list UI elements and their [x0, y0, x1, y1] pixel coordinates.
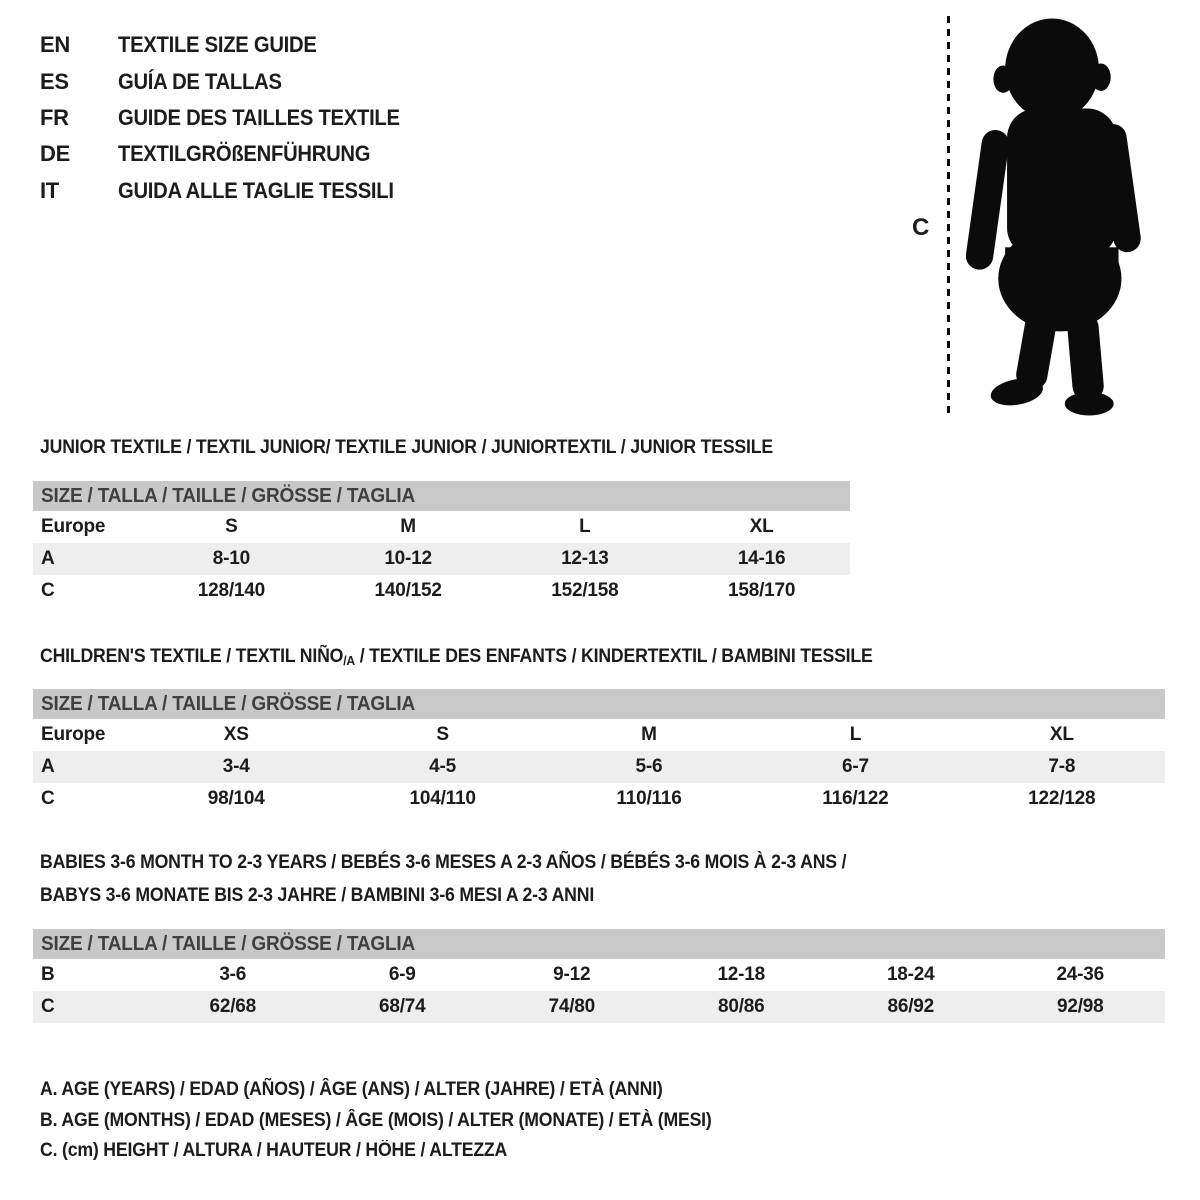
language-row-it [40, 173, 424, 209]
children-title-subscript: /A [343, 653, 355, 668]
row-label: A [41, 548, 55, 569]
age-cell: 5-6 [635, 756, 663, 777]
legend-line-a: A. AGE (YEARS) / EDAD (AÑOS) / ÂGE (ANS) / ALTER (JAHRE) / ETÀ (ANNI) [40, 1079, 663, 1101]
guide-title-es: GUÍA DE TALLAS [118, 68, 282, 94]
height-cell: 86/92 [887, 996, 935, 1017]
legend-line-b: B. AGE (MONTHS) / EDAD (MESES) / ÂGE (MOIS) / ALTER (MONATE) / ETÀ (MESI) [40, 1109, 712, 1131]
months-cell: 24-36 [1056, 964, 1105, 985]
guide-title-fr: GUIDE DES TAILLES TEXTILE [118, 104, 400, 130]
legend [40, 1075, 762, 1167]
children-title-suffix: / TEXTILE DES ENFANTS / KINDERTEXTIL / BAMBINI TESSILE [354, 646, 873, 667]
age-cell: 8-10 [212, 548, 250, 569]
language-row-fr [40, 100, 424, 136]
babies-size-table [33, 929, 1165, 1023]
row-label: A [41, 756, 55, 777]
babies-section-title-line2: BABYS 3-6 MONATE BIS 2-3 JAHRE / BAMBINI 3-6 MESI A 2-3 ANNI [40, 885, 595, 906]
size-header-bar [33, 689, 1165, 719]
age-cell: 7-8 [1048, 756, 1076, 777]
language-row-en [40, 27, 424, 63]
guide-title-de: TEXTILGRÖßENFÜHRUNG [118, 141, 371, 167]
size-cell: XS [223, 724, 249, 745]
table-row-age [33, 543, 850, 575]
row-label: C [41, 580, 55, 601]
height-measure-dashed-line [947, 16, 950, 417]
table-row-europe [33, 511, 850, 543]
language-code: EN [40, 32, 70, 58]
row-label: B [41, 964, 55, 985]
guide-title-it: GUIDA ALLE TAGLIE TESSILI [118, 177, 394, 203]
height-measure-label: C [912, 214, 930, 241]
row-label: C [41, 788, 55, 809]
height-cell: 98/104 [207, 788, 265, 809]
height-cell: 92/98 [1056, 996, 1104, 1017]
language-code: FR [40, 104, 69, 130]
row-label: C [41, 996, 55, 1017]
children-section-title [40, 646, 873, 668]
age-cell: 14-16 [737, 548, 786, 569]
table-row-height [33, 991, 1165, 1023]
table-row-months [33, 959, 1165, 991]
height-cell: 152/158 [551, 580, 619, 601]
language-code: IT [40, 177, 59, 203]
height-cell: 116/122 [822, 788, 889, 809]
size-header-bar [33, 481, 850, 511]
size-header-bar [33, 929, 1165, 959]
size-cell: S [225, 516, 238, 537]
height-cell: 122/128 [1028, 788, 1096, 809]
size-cell: XL [1049, 724, 1074, 745]
size-header-label: SIZE / TALLA / TAILLE / GRÖSSE / TAGLIA [41, 484, 416, 507]
junior-section-title: JUNIOR TEXTILE / TEXTIL JUNIOR/ TEXTILE JUNIOR / JUNIORTEXTIL / JUNIOR TESSILE [40, 437, 773, 458]
size-cell: M [400, 516, 416, 537]
height-cell: 158/170 [727, 580, 796, 601]
row-label: Europe [41, 724, 106, 745]
row-label: Europe [41, 516, 106, 537]
toddler-silhouette [966, 15, 1142, 419]
children-title-prefix: CHILDREN'S TEXTILE / TEXTIL NIÑO [40, 646, 344, 667]
height-cell: 68/74 [378, 996, 426, 1017]
months-cell: 12-18 [717, 964, 766, 985]
table-row-europe [33, 719, 1165, 751]
months-cell: 18-24 [886, 964, 935, 985]
children-size-table [33, 689, 1165, 815]
months-cell: 9-12 [553, 964, 591, 985]
size-cell: M [641, 724, 657, 745]
height-cell: 104/110 [409, 788, 476, 809]
height-cell: 62/68 [209, 996, 257, 1017]
height-cell: 128/140 [197, 580, 266, 601]
age-cell: 4-5 [429, 756, 457, 777]
size-header-label: SIZE / TALLA / TAILLE / GRÖSSE / TAGLIA [41, 692, 416, 715]
table-row-height [33, 575, 850, 607]
babies-section-title-line1: BABIES 3-6 MONTH TO 2-3 YEARS / BEBÉS 3-6 MESES A 2-3 AÑOS / BÉBÉS 3-6 MOIS À 2-3 ANS / [40, 852, 847, 873]
size-header-label: SIZE / TALLA / TAILLE / GRÖSSE / TAGLIA [41, 932, 416, 955]
table-row-height [33, 783, 1165, 815]
months-cell: 3-6 [219, 964, 247, 985]
guide-title-en: TEXTILE SIZE GUIDE [118, 32, 317, 58]
language-row-de [40, 136, 424, 172]
height-cell: 140/152 [374, 580, 442, 601]
age-cell: 6-7 [841, 756, 869, 777]
language-code: ES [40, 68, 69, 94]
age-cell: 3-4 [222, 756, 250, 777]
size-cell: L [849, 724, 862, 745]
age-cell: 10-12 [384, 548, 432, 569]
months-cell: 6-9 [388, 964, 416, 985]
height-cell: 80/86 [717, 996, 765, 1017]
height-cell: 74/80 [548, 996, 596, 1017]
size-cell: L [579, 516, 591, 537]
junior-size-table [33, 481, 850, 607]
language-row-es [40, 63, 424, 99]
language-code: DE [40, 141, 70, 167]
age-cell: 12-13 [561, 548, 609, 569]
size-cell: S [436, 724, 449, 745]
size-cell: XL [749, 516, 774, 537]
legend-line-c: C. (cm) HEIGHT / ALTURA / HAUTEUR / HÖHE / ALTEZZA [40, 1140, 508, 1162]
table-row-age [33, 751, 1165, 783]
language-title-list [40, 27, 424, 209]
height-cell: 110/116 [616, 788, 682, 809]
